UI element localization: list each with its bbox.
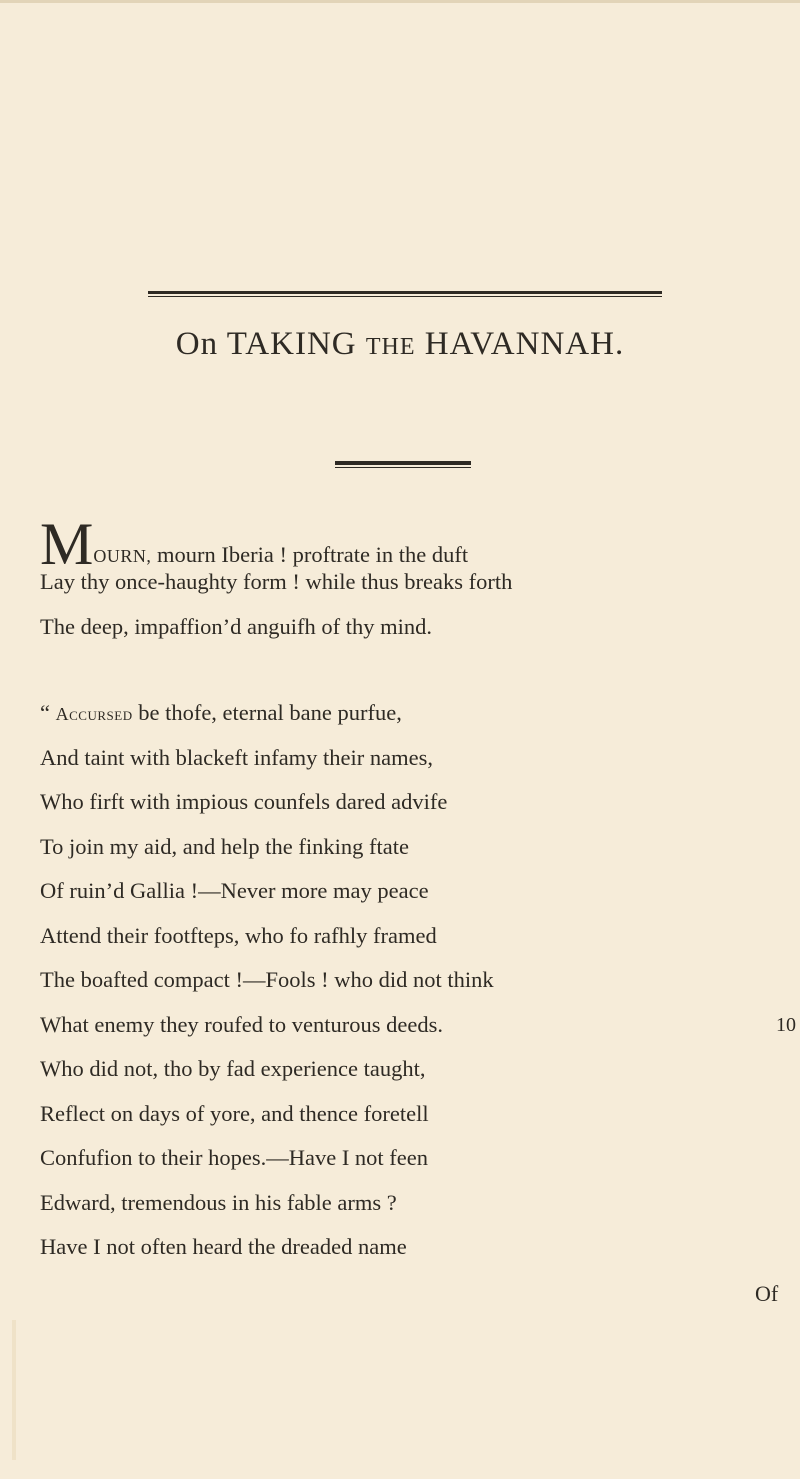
stanza2-line-2: And taint with blackeft infamy their names,	[40, 745, 434, 770]
stanza1-line-1: MOURN, mourn Iberia ! proftrate in the duft	[40, 511, 469, 577]
stanza2-line-3: Who firft with impious counfels dared advife	[40, 789, 448, 814]
stanza1-line-2: Lay thy once-haughty form ! while thus breaks forth	[40, 569, 513, 594]
stanza2-line-7: The boafted compact !—Fools ! who did not think	[40, 967, 494, 992]
stanza2-line-9: Who did not, tho by fad experience taught,	[40, 1056, 426, 1081]
title-place: HAVANNAH.	[424, 326, 625, 362]
title-on: On	[175, 326, 219, 362]
stanza2-line-4: To join my aid, and help the finking ftate	[40, 834, 409, 859]
stanza2-line-8: What enemy they roufed to venturous deeds.	[40, 1012, 444, 1037]
title-the: THE	[365, 334, 416, 360]
line-number: 10	[776, 1014, 796, 1036]
drop-cap: M	[40, 511, 94, 577]
stanza1-line-3: The deep, impaffion’d anguifh of thy mind.	[40, 614, 432, 639]
stanza2-line-13: Have I not often heard the dreaded name	[40, 1234, 407, 1259]
catchword: Of	[755, 1281, 779, 1306]
stanza2-line-11: Confufion to their hopes.—Have I not feen	[40, 1145, 429, 1170]
stanza2-line-10: Reflect on days of yore, and thence foretell	[40, 1101, 429, 1126]
stanza2-line-5: Of ruin’d Gallia !—Never more may peace	[40, 878, 429, 903]
stanza2-line-1: “ Accursed be thofe, eternal bane purfue,	[40, 700, 402, 725]
stanza2-line-6: Attend their footfteps, who fo rafhly framed	[40, 923, 437, 948]
stanza2-line-12: Edward, tremendous in his fable arms ?	[40, 1190, 397, 1215]
title-taking: TAKING	[226, 326, 357, 362]
